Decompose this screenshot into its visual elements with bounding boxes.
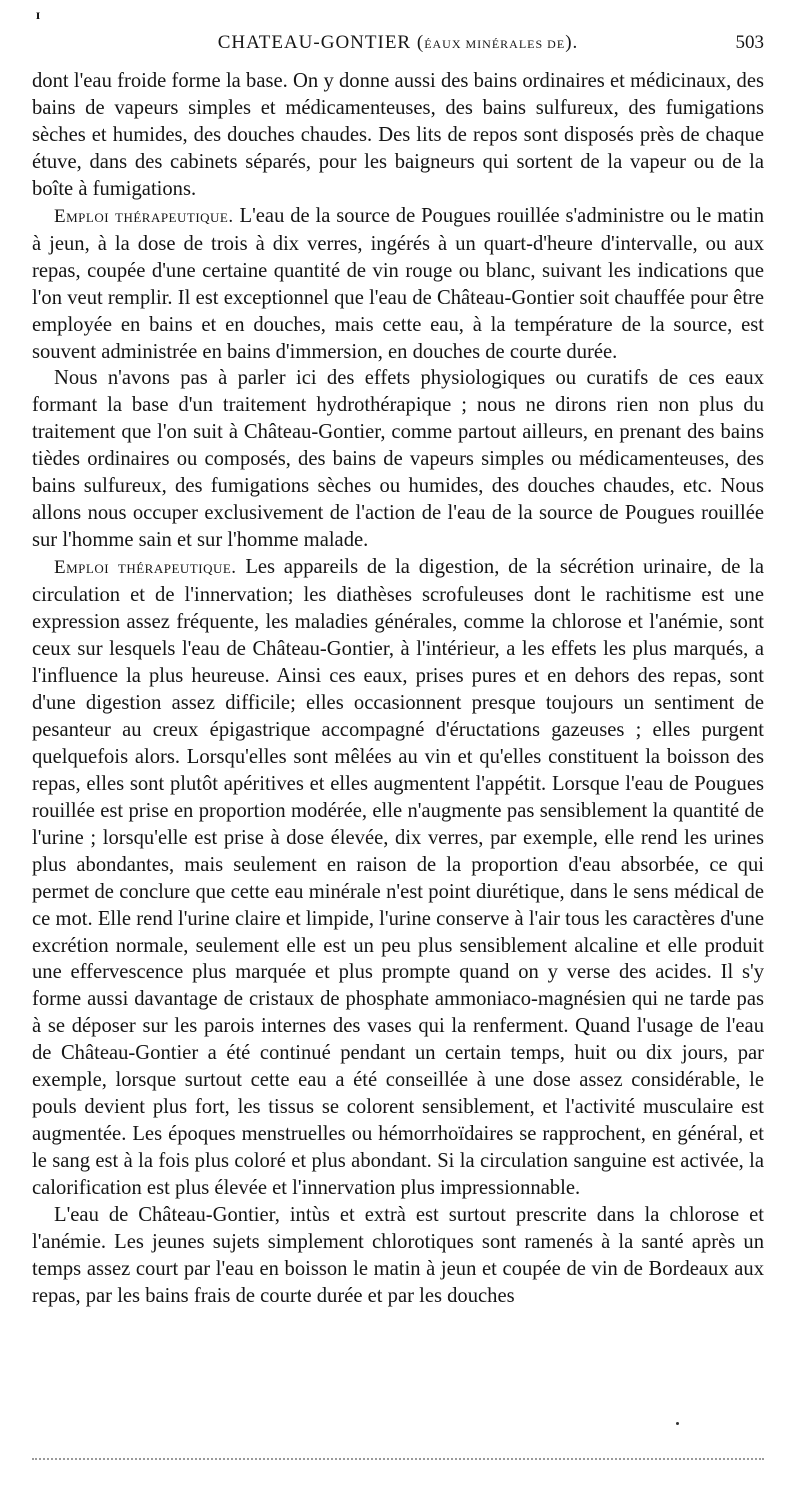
paragraph-1-text: dont l'eau froide forme la base. On y donne aussi des bains ordinaires et médicinaux, des bains de vapeurs simples et médicamenteuses, des bains sulfureux, des fumigations sèches et humides, des douches chaudes. Des lits de repos sont disposés près de chaque étuve, dans des cabinets séparés, pour les baigneurs qui sortent de la vapeur ou de la boîte à fumigations. [32, 70, 764, 200]
corner-mark: ɪ [36, 8, 41, 23]
paragraph-4-text: Les appareils de la digestion, de la sécrétion urinaire, de la circulation et de l'innervation; les diathèses scrofuleuses dont le rachitisme est une expression assez fréquente, les maladies générales, comme la chlorose et l'anémie, sont ceux sur lesquels l'eau de Château-Gontier, à l'intérieur, a les effets les plus marqués, a l'influence la plus heureuse. Ainsi ces eaux, prises pures et en dehors des repas, sont d'une digestion assez difficile; elles occasionnent presque toujours un sentiment de pesanteur au creux épigastrique accompagné d'éructations gazeuses ; elles purgent quelquefois alors. Lorsqu'elles sont mêlées au vin et qu'elles constituent la boisson des repas, elles sont plutôt apéritives et elles augmentent l'appétit. Lorsque l'eau de Pougues rouillée est prise en proportion modérée, elle n'augmente pas sensiblement la quantité de l'urine ; lorsqu'elle est prise à dose élevée, dix verres, par exemple, elle rend les urines plus abondantes, mais seulement en raison de la proportion d'eau absorbée, ce qui permet de conclure que cette eau minérale n'est point diurétique, dans le sens médical de ce mot. Elle rend l'urine claire et limpide, l'urine conserve à l'air tous les caractères d'une excrétion normale, seulement elle est un peu plus sensiblement alcaline et elle produit une effervescence plus marquée et plus prompte quand on y verse des acides. Il s'y forme aussi davantage de cristaux de phosphate ammoniaco-magnésien qui ne tarde pas à se déposer sur les parois internes des vases qui la renferment. Quand l'usage de l'eau de Château-Gontier a été continué pendant un certain temps, huit ou dix jours, par exemple, lorsque surtout cette eau a été conseillée à une dose assez considérable, le pouls devient plus fort, les tissus se colorent sensiblement, et l'activité musculaire est augmentée. Les époques menstruelles ou hémorrhoïdaires se rapprochent, en général, et le sang est à la fois plus coloré et plus abondant. Si la circulation sanguine est activée, la calorification est plus élevée et l'innervation plus impressionnable. [32, 556, 764, 1200]
print-speck [676, 1422, 679, 1425]
paragraph-5-text: L'eau de Château-Gontier, intùs et extrà est surtout prescrite dans la chlorose et l'anémie. Les jeunes sujets simplement chlorotiques sont ramenés à la santé après un temps assez court par l'eau en boisson le matin à jeun et coupée de vin de Bordeaux aux repas, par les bains frais de courte durée et par les douches [32, 1204, 764, 1307]
paragraph-2 [32, 203, 764, 366]
running-title-main: CHATEAU-GONTIER ( [217, 32, 425, 53]
bottom-dotted-rule [32, 1458, 764, 1460]
paragraph-3 [32, 365, 764, 554]
paragraph-1 [32, 68, 764, 203]
paragraph-2-text: L'eau de la source de Pougues rouillée s'administre ou le matin à jeun, à la dose de trois à dix verres, ingérés à un quart-d'heure d'intervalle, ou aux repas, coupée d'une certaine quantité de vin rouge ou blanc, suivant les indications que l'on veut remplir. Il est exceptionnel que l'eau de Château-Gontier soit chauffée pour être employée en bains et en douches, mais cette eau, à la température de la source, est souvent administrée en bains d'immersion, en douches de courte durée. [32, 204, 765, 363]
paragraph-5 [32, 1202, 764, 1310]
section-label: Emploi thérapeutique. [54, 557, 237, 579]
running-title-close: ). [565, 32, 579, 53]
page-number: 503 [735, 32, 764, 53]
running-title [32, 32, 764, 54]
section-label: Emploi thérapeutique. [54, 205, 234, 227]
running-title-sub: ÉAUX MINÉRALES DE [424, 37, 566, 51]
body-text [32, 68, 764, 1310]
paragraph-3-text: Nous n'avons pas à parler ici des effets physiologiques ou curatifs de ces eaux formant la base d'un traitement hydrothérapique ; nous ne dirons rien non plus du traitement que l'on suit à Château-Gontier, comme partout ailleurs, en prenant des bains tièdes ordinaires ou composés, des bains de vapeurs simples ou médicamenteuses, des bains sulfureux, des fumigations sèches ou humides, des douches chaudes, etc. Nous allons nous occuper exclusivement de l'action de l'eau de la source de Pougues rouillée sur l'homme sain et sur l'homme malade. [32, 367, 764, 552]
running-header [32, 32, 764, 60]
paragraph-4 [32, 554, 764, 1202]
